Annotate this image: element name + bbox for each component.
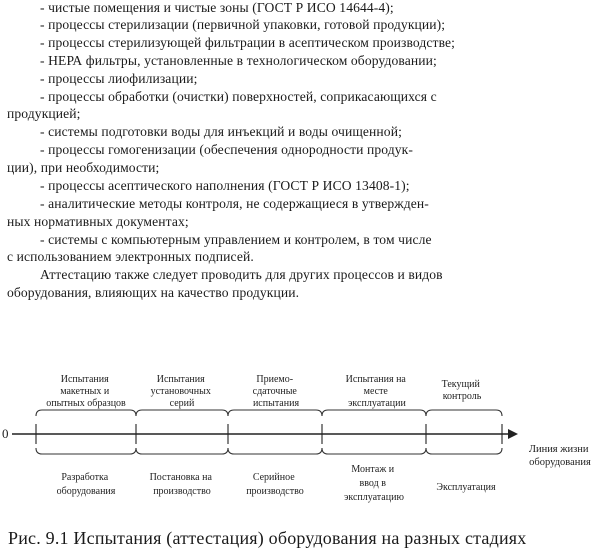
bottom-label-5: Эксплуатация — [436, 482, 496, 493]
bottom-label-2: Постановка на производство — [149, 472, 212, 497]
bottom-label-4: Монтаж и ввод в эксплуатацию — [344, 464, 404, 503]
text-line: оборудования, влияющих на качество продукции. — [7, 285, 300, 300]
bottom-brace — [322, 448, 426, 454]
bottom-brace — [36, 448, 136, 454]
text-line: продукцией; — [7, 106, 81, 121]
text-line: - процессы обработки (очистки) поверхностей, соприкасающихся с — [40, 89, 437, 104]
text-line: - чистые помещения и чистые зоны (ГОСТ Р ИСО 14644-4); — [40, 0, 394, 15]
top-label-5: Текущий контроль — [441, 379, 482, 402]
top-label-4: Испытания на месте эксплуатации — [345, 374, 406, 409]
origin-label: 0 — [2, 426, 9, 441]
top-brace — [228, 410, 322, 416]
text-line: - аналитические методы контроля, не содержащиеся в утвержден- — [40, 196, 429, 211]
text-line: - системы подготовки воды для инъекций и воды очищенной; — [40, 124, 402, 139]
text-line: - процессы гомогенизации (обеспечения однородности продук- — [40, 142, 414, 157]
top-brace — [322, 410, 426, 416]
top-brace — [426, 410, 502, 416]
bottom-label-3: Серийное производство — [246, 472, 304, 497]
text-line: с использованием электронных подписей. — [7, 249, 254, 264]
lifecycle-diagram — [0, 368, 614, 528]
text-line: Аттестацию также следует проводить для других процессов и видов — [40, 267, 443, 282]
top-label-3: Приемо- сдаточные испытания — [252, 374, 300, 409]
text-line: - процессы стерилизации (первичной упаковки, готовой продукции); — [40, 17, 446, 32]
axis-label: Линия жизни оборудования — [528, 444, 591, 468]
bottom-brace — [136, 448, 228, 454]
text-line: - процессы лиофилизации; — [40, 71, 198, 86]
text-line: - НЕРА фильтры, установленные в технологическом оборудовании; — [40, 53, 437, 68]
top-label-1: Испытания макетных и опытных образцов — [46, 374, 126, 409]
text-line: ции), при необходимости; — [7, 160, 160, 175]
top-brace — [36, 410, 136, 416]
text-line: - процессы стерилизующей фильтрации в асептическом производстве; — [40, 35, 456, 50]
top-label-2: Испытания установочных серий — [150, 374, 211, 409]
axis-arrow — [508, 429, 518, 439]
top-brace — [136, 410, 228, 416]
bottom-label-1: Разработка оборудования — [56, 472, 116, 497]
text-line: - процессы асептического наполнения (ГОСТ Р ИСО 13408-1); — [40, 178, 410, 193]
bottom-brace — [426, 448, 502, 454]
text-line: - системы с компьютерным управлением и контролем, в том числе — [40, 232, 432, 247]
figure-caption: Рис. 9.1 Испытания (аттестация) оборудования на разных стадиях — [8, 528, 527, 548]
text-line: ных нормативных документах; — [7, 214, 189, 229]
bottom-brace — [228, 448, 322, 454]
